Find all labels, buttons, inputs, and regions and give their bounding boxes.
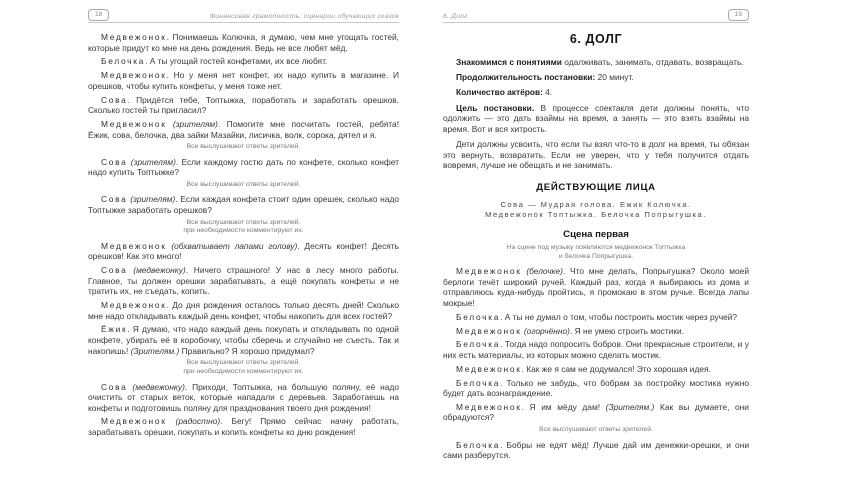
page-number-badge: 19 [728, 9, 749, 21]
speaker-name: Медвежонок [101, 300, 167, 311]
speaker-name: Сова [101, 194, 128, 205]
dialogue-text: А ты не думал о том, чтобы построить мостик через ручей? [504, 311, 738, 322]
speaker-name: Медвежонок [456, 266, 522, 277]
cast-list [443, 200, 749, 220]
dialogue-paragraph: Медвежонок (огорчённо). Я не умею строить мостики. [456, 325, 685, 336]
speaker-name: Сова [101, 381, 128, 392]
audience-note [443, 244, 749, 262]
speaker-name: Медвежонок [456, 401, 522, 412]
dialogue-text: До дня рождения осталось только десять дней! Сколько мне надо откладывать каждый день конфет, чтобы накопить для всех гостей? [88, 300, 400, 321]
page-right [443, 0, 749, 464]
stage-direction: (медвежонку) [133, 265, 186, 276]
dialogue-text: Правильно? Я хорошо придумал? [179, 345, 315, 356]
meta-text: 4. [545, 87, 553, 98]
meta-lead-label: Количество актёров: [456, 87, 543, 98]
dialogue-paragraph: Медвежонок. Понимаешь Колючка, я думаю, чем мне угощать гостей, которые придут ко мне на день рождения. Ведь не все любят мёд. [88, 32, 400, 53]
dialogue-paragraph: Белочка. Тогда надо попросить бобров. Они прекрасные строители, и у них есть материалы, из которых можно сделать мостик. [443, 339, 749, 360]
audience-note [88, 359, 399, 377]
chapter-title: 6. ДОЛГ [569, 32, 623, 46]
audience-note [88, 143, 399, 152]
scene-heading: Сцена первая [563, 229, 629, 241]
meta-lead-label: Продолжительность постановки: [456, 72, 596, 83]
dialogue-paragraph: Медвежонок. Я им мёду дам! (Зрителям.) Как вы думаете, они обрадуются? [443, 401, 749, 423]
dialogue-paragraph: Медвежонок (зрителям). Помогите мне посчитать гостей, ребята! Ёжик, сова, белочка, два зайки Мазайки, лисичка, волк, сорока, дятел и я. [88, 118, 400, 140]
stage-direction: (радостно) [175, 416, 221, 427]
dialogue-text: Приходи, Топтыжка, на большую поляну, её надо очистить от старых веток, которые нападали с деревьев. Заработаешь на конфеты и подготовишь поляну для празднования твоего дня рождения! [88, 381, 400, 413]
audience-note-line: при необходимости комментируют их. [183, 368, 304, 376]
dialogue-paragraph: Ёжик. Я думаю, что надо каждый день покупать и откладывать по одной конфете, убирать её в коробочку, чтобы сберечь и случайно не съесть. Так и накопишь! (Зрителям.) Правильно? Я хорошо придумал? [88, 324, 399, 356]
dialogue-text: Если каждая конфета стоит один орешек, сколько надо Топтыжке заработать орешков? [88, 194, 399, 215]
speaker-name: Белочка [456, 377, 501, 388]
speaker-name: Белочка [456, 311, 501, 322]
dialogue-text: Десять конфет! Десять орешков! Как это много! [88, 240, 399, 262]
dialogue-paragraph: Медвежонок (белочке). Что мне делать, Попрыгушка? Около моей берлоги течёт широкий ручей. Каждый раз, когда я выбираюсь из дома и отправляюсь куда-нибудь пройтись, я промокаю в этом ручье. Всегда лапы мокрые! [443, 266, 750, 308]
dialogue-paragraph: Белочка. А ты не думал о том, чтобы построить мостик через ручей? [456, 311, 738, 322]
dialogue-text: Бобры не едят мёд! Лучше дай им денежки-орешки, и они сами разберутся. [443, 439, 750, 461]
speaker-name: Медвежонок [101, 416, 167, 427]
speaker-name: Медвежонок [101, 70, 167, 81]
speaker-name: Сова [101, 156, 128, 167]
dialogue-paragraph: Медвежонок (обхватывает лапами голову). Десять конфет! Десять орешков! Как это много! [88, 240, 399, 262]
dialogue-text: Что мне делать, Попрыгушка? Около моей берлоги течёт широкий ручей. Каждый раз, когда я выбираюсь из дома и отправляюсь куда-нибудь пройтись, я промокаю в этом ручье. Всегда лапы мокрые! [443, 266, 750, 308]
page-right-body [443, 32, 749, 461]
stage-direction: (зрителям) [172, 118, 218, 129]
audience-note-line: Все выслушивают ответы зрителей. [186, 180, 301, 188]
dialogue-paragraph: Медвежонок. Но у меня нет конфет, их надо купить в магазине. И орешков, чтобы купить конфеты, у меня тоже нет. [88, 70, 400, 91]
dialogue-paragraph: Медвежонок. Как же я сам не додумался! Это хорошая идея. [456, 363, 711, 374]
stage-direction: (зрителям) [130, 194, 176, 205]
audience-note-line: и белочка Попрыгушка. [558, 252, 634, 260]
dialogue-text: А ты угощай гостей конфетами, их все любят. [149, 56, 328, 67]
meta-lead-label: Цель постановки. [456, 102, 535, 113]
meta-text: 20 минут. [597, 72, 634, 83]
stage-direction: (огорчённо) [523, 325, 570, 336]
dialogue-paragraph: Медвежонок. До дня рождения осталось только десять дней! Сколько мне надо откладывать каждый день конфет, чтобы накопить для всех гостей? [88, 300, 400, 321]
dialogue-text: Как вы думаете, они обрадуются? [443, 401, 749, 423]
dialogue-text: Как же я сам не додумался! Это хорошая идея. [526, 363, 711, 374]
running-head-left [88, 10, 399, 23]
speaker-name: Ёжик [101, 324, 128, 335]
meta-line [443, 57, 749, 68]
stage-direction: (зрителям) [130, 156, 176, 167]
speaker-name: Белочка [456, 439, 501, 450]
speaker-name: Сова [101, 265, 128, 276]
dialogue-paragraph: Сова (зрителям). Если каждому гостю дать по конфете, сколько конфет надо купить Топтыжке? [88, 156, 399, 178]
dialogue-text: Бегу! Прямо сейчас начну работать, зарабатывать орешки, покупать и копить конфеты ко дню рождения! [88, 416, 399, 438]
page-left [88, 0, 399, 441]
dialogue-text: Но у меня нет конфет, их надо купить в магазине. И орешков, чтобы купить конфеты, у меня тоже нет. [88, 70, 400, 91]
meta-text: одалживать, занимать, отдавать, возвращать. [564, 57, 744, 67]
dialogue-paragraph: Белочка. Бобры не едят мёд! Лучше дай им денежки-орешки, и они сами разберутся. [443, 439, 750, 461]
dialogue-text: Ничего страшного! У нас в лесу много работы. Главное, ты должен орешки зарабатывать, а ещё покупать конфеты и не тратить их, не съедать, копить. [88, 265, 399, 297]
dialogue-text: Тогда надо попросить бобров. Они прекрасные строители, и у них есть материалы, из которых можно сделать мостик. [443, 339, 749, 360]
audience-note-line: при необходимости комментируют их. [183, 227, 304, 235]
speaker-name: Белочка [101, 56, 146, 67]
meta-line [443, 103, 749, 135]
audience-note-line: Все выслушивают ответы зрителей. [186, 359, 301, 367]
meta-lead-label: Знакомимся с понятиями [456, 57, 562, 67]
dialogue-text: Я не умею строить мостики. [574, 325, 685, 336]
dialogue-paragraph: Сова (зрителям). Если каждая конфета стоит один орешек, сколько надо Топтыжке заработать орешков? [88, 194, 399, 215]
meta-line [443, 72, 749, 83]
dialogue-text: Если каждому гостю дать по конфете, сколько конфет надо купить Топтыжке? [88, 156, 399, 178]
audience-note-line: Все выслушивают ответы зрителей. [186, 218, 301, 226]
audience-note [88, 219, 399, 237]
speaker-name: Белочка [456, 339, 501, 350]
audience-note-line: Все выслушивают ответы зрителей. [539, 426, 653, 434]
dialogue-paragraph: Медвежонок (радостно). Бегу! Прямо сейчас начну работать, зарабатывать орешки, покупать и копить конфеты ко дню рождения! [88, 416, 399, 438]
stage-direction: (обхватывает лапами голову) [171, 240, 298, 251]
dialogue-text: Придётся тебе, Топтыжка, поработать и заработать орешков. Сколько гостей ты пригласил? [88, 94, 400, 116]
inline-stage-direction: (Зрителям.) [605, 401, 655, 412]
inline-stage-direction: (Зрителям.) [130, 345, 180, 356]
audience-note [88, 181, 399, 190]
cast-line: Сова — Мудрая голова. Ежик Колючка. [500, 199, 692, 209]
page-number-badge: 18 [88, 9, 109, 21]
dialogue-text: Помогите мне посчитать гостей, ребята! Ёжик, сова, белочка, два зайки Мазайки, лисичка, волк, сорока, дятел и я. [88, 118, 400, 140]
audience-note [443, 426, 749, 435]
speaker-name: Медвежонок [101, 240, 167, 251]
page-left-body [88, 32, 399, 438]
section-heading: ДЕЙСТВУЮЩИЕ ЛИЦА [536, 181, 656, 193]
speaker-name: Медвежонок [456, 325, 522, 336]
meta-line [443, 87, 749, 98]
dialogue-text: Я им мёду дам! [529, 401, 606, 412]
running-head-right [443, 10, 749, 23]
dialogue-paragraph: Сова. Придётся тебе, Топтыжка, поработать и заработать орешков. Сколько гостей ты пригласил? [88, 94, 400, 116]
cast-line: Медвежонок Топтыжка. Белочка Попрыгушка. [485, 209, 707, 219]
stage-direction: (белочке) [526, 266, 563, 277]
dialogue-paragraph: Сова (медвежонку). Приходи, Топтыжка, на большую поляну, её надо очистить от старых веток, которые нападали с деревьев. Заработаешь на конфеты и подготовишь поляну для празднования твоего дня рождения! [88, 381, 400, 413]
audience-note-line: На сцене под музыку появляются медвежонок Топтыжка [506, 244, 686, 252]
paragraph: Дети должны усвоить, что если ты взял что-то в долг на время, ты обязан это вернуть, возвратить. Если не уверен, что у тебя получится отдать вовремя, лучше не обещать и не занимать. [443, 138, 749, 171]
meta-text: В процессе спектакля дети должны понять, что одолжить — это дать взаймы на время, а занять — это взять взаймы на время. Вот и вся хитрость. [443, 102, 749, 134]
dialogue-paragraph: Белочка. Только не забудь, что бобрам за постройку мостика нужно будет дать вознаграждение. [443, 377, 750, 399]
dialogue-paragraph: Белочка. А ты угощай гостей конфетами, их все любят. [101, 56, 328, 67]
speaker-name: Медвежонок [101, 32, 167, 42]
speaker-name: Медвежонок [456, 363, 522, 374]
dialogue-text: Понимаешь Колючка, я думаю, чем мне угощать гостей, которые придут ко мне на день рождения. Ведь не все любят мёд. [88, 32, 400, 53]
speaker-name: Медвежонок [101, 118, 167, 129]
stage-direction: (медвежонку) [132, 381, 185, 392]
running-title: Финансовая грамотность: сценарии обучающих сказок [209, 13, 399, 20]
audience-note-line: Все выслушивают ответы зрителей. [186, 143, 301, 151]
speaker-name: Сова [101, 94, 128, 105]
running-title: 6. Долг [443, 13, 468, 20]
dialogue-text: Только не забудь, что бобрам за постройку мостика нужно будет дать вознаграждение. [443, 377, 750, 399]
dialogue-text: Я думаю, что надо каждый день покупать и откладывать по одной конфете, убирать её в коробочку, чтобы сберечь и случайно не съесть. Так и накопишь! [88, 324, 399, 356]
dialogue-paragraph: Сова (медвежонку). Ничего страшного! У нас в лесу много работы. Главное, ты должен орешки зарабатывать, а ещё покупать конфеты и не тратить их, не съедать, копить. [88, 265, 399, 297]
